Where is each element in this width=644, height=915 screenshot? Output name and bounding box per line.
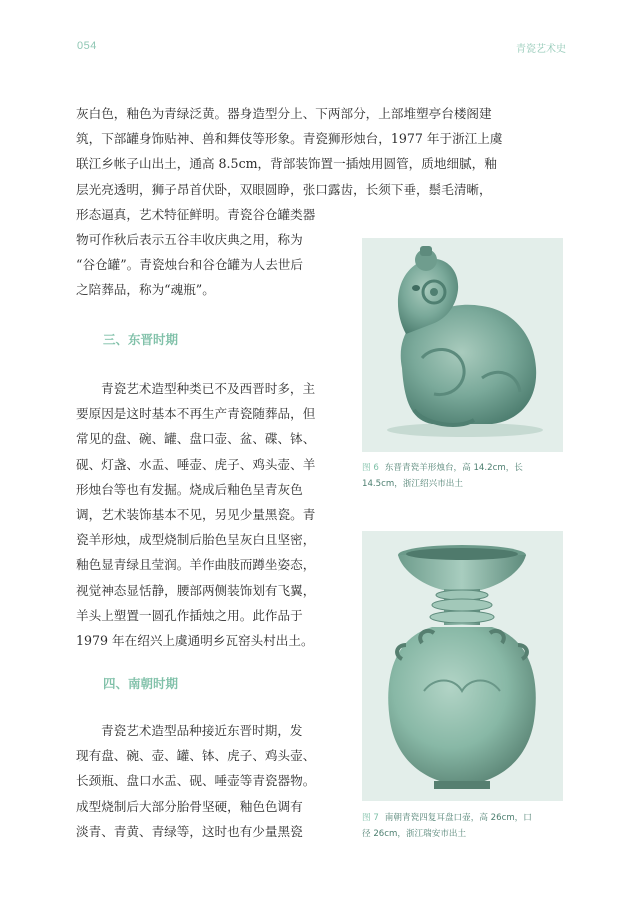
paragraph-southern-dynasties: [76, 718, 315, 844]
caption-line: 径 26cm，浙江瑞安市出土: [362, 829, 467, 839]
text-line: 1979 年在绍兴上虞通明乡瓦窑头村出土。: [76, 632, 314, 648]
figure-label: 图 7: [362, 813, 379, 823]
caption-line: [362, 810, 568, 826]
figure-label: 图 6: [362, 463, 379, 473]
text-line: 釉色显青绿且莹润。羊作曲肢而蹲坐姿态，: [76, 557, 316, 573]
section-heading-eastern-jin: 三、东晋时期: [103, 332, 179, 347]
text-line: “谷仓罐”。青瓷烛台和谷仓罐为人去世后: [76, 257, 303, 273]
text-line: 联江乡帐子山出土，通高 8.5cm，背部装饰置一插烛用圆管，质地细腻，釉: [76, 156, 497, 172]
section-heading-southern-dynasties: 四、南朝时期: [103, 676, 179, 691]
figure-7-caption: [362, 810, 568, 842]
caption-line: 14.5cm，浙江绍兴市出土: [362, 479, 463, 489]
text-line: 羊头上塑置一圆孔作插烛之用。此作品于: [76, 607, 303, 623]
caption-text: 南朝青瓷四复耳盘口壶，高 26cm，口: [384, 813, 532, 823]
running-title: 青瓷艺术史: [516, 44, 566, 55]
text-line: 灰白色，釉色为青绿泛黄。器身造型分上、下两部分，上部堆塑亭台楼阁建: [76, 106, 492, 121]
text-line: 淡青、青黄、青绿等，这时也有少量黑瓷: [76, 823, 303, 839]
figure-6-caption: [362, 460, 568, 492]
figure-6-ram-candleholder-image: [362, 238, 563, 452]
paragraph-eastern-jin: [76, 376, 315, 653]
text-line: 砚、灯盏、水盂、唾壶、虎子、鸡头壶、羊: [76, 456, 316, 472]
text-line: 瓷羊形烛，成型烧制后胎色呈灰白且坚密，: [76, 532, 316, 548]
caption-line: [362, 460, 568, 476]
page-number: 054: [77, 40, 97, 52]
text-line: 形烛台等也有发掘。烧成后釉色呈青灰色: [76, 481, 303, 497]
text-line: 青瓷艺术造型种类已不及西晋时多，主: [101, 381, 316, 396]
dish-mouth-jar-illustration: [362, 531, 563, 801]
text-line: 要原因是这时基本不再生产青瓷随葬品，但: [76, 406, 316, 422]
ram-candleholder-illustration: [362, 238, 563, 452]
caption-text: 东晋青瓷羊形烛台，高 14.2cm，长: [384, 463, 523, 473]
text-line: 形态逼真，艺术特征鲜明。青瓷谷仓罐类器: [76, 206, 316, 222]
text-line: 青瓷艺术造型品种接近东晋时期，发: [101, 723, 303, 738]
figure-7-dish-mouth-jar-image: [362, 531, 563, 801]
text-line: 层光亮透明，狮子昂首伏卧，双眼圆睁，张口露齿，长须下垂，鬃毛清晰，: [76, 181, 492, 197]
text-line: 调，艺术装饰基本不见，另见少量黑瓷。青: [76, 506, 316, 522]
text-line: 常见的盘、碗、罐、盘口壶、盆、碟、钵、: [76, 431, 316, 447]
text-line: 之陪葬品，称为“魂瓶”。: [76, 282, 215, 298]
text-line: 长颈瓶、盘口水盂、砚、唾壶等青瓷器物。: [76, 773, 316, 789]
text-line: 筑，下部罐身饰贴神、兽和舞伎等形象。青瓷狮形烛台，1977 年于浙江上虞: [76, 131, 503, 147]
text-line: 现有盘、碗、壶、罐、钵、虎子、鸡头壶、: [76, 748, 316, 764]
text-line: 物可作秋后表示五谷丰收庆典之用，称为: [76, 231, 303, 247]
text-line: 视觉神态显恬静，腰部两侧装饰划有飞翼，: [76, 582, 316, 598]
text-line: 成型烧制后大部分胎骨坚硬，釉色色调有: [76, 798, 303, 814]
